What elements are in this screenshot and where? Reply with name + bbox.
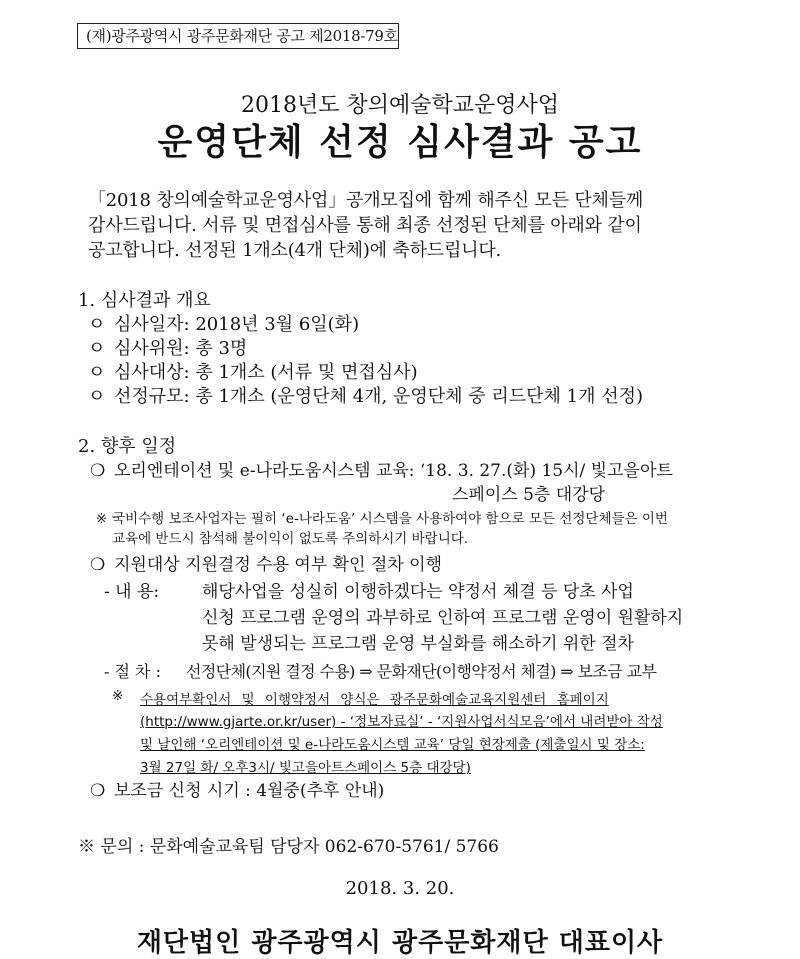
bullet-marker: ㅇ xyxy=(88,338,106,359)
intro-line-1: 「2018 창의예술학교운영사업」공개모집에 함께 해주신 모든 단체들께 xyxy=(88,190,644,211)
list-item xyxy=(88,310,359,336)
circle-marker: ❍ xyxy=(90,781,106,801)
circle-marker: ❍ xyxy=(90,461,106,481)
note-1-line-1: 국비수행 보조사업자는 필히 ‘e-나라도움’ 시스템을 사용하여야 함으로 모든 선정단체들은 이번 xyxy=(112,511,668,527)
list-item xyxy=(88,334,247,360)
bullet-marker: ㅇ xyxy=(88,386,106,407)
notice-number-box xyxy=(77,23,399,49)
intro-line-3: 공고합니다. 선정된 1개소(4개 단체)에 축하드립니다. xyxy=(88,240,502,261)
subsidy-item xyxy=(90,776,384,801)
content-label: - 내 용: xyxy=(104,582,160,602)
notice-number: (재)광주광역시 광주문화재단 공고 제2018-79호 xyxy=(86,27,398,45)
bullet-marker: ㅇ xyxy=(88,362,106,383)
note-1-line-2: 교육에 반드시 참석해 불이익이 없도록 주의하시기 바랍니다. xyxy=(112,531,469,547)
orientation-line-2: 스페이스 5층 대강당 xyxy=(452,485,605,505)
orientation-line-1: 오리엔테이션 및 e-나라도움시스템 교육: ‘18. 3. 27.(화) 15시/ 빛고을아트 xyxy=(114,461,673,481)
procedure-item xyxy=(90,550,442,575)
list-item-text: 심사대상: 총 1개소 (서류 및 면접심사) xyxy=(114,362,418,383)
note-2-line-2: (http://www.gjarte.or.kr/user) - ‘정보자료실’ - ‘지원사업서식모음’에서 내려받아 작성 xyxy=(140,714,663,730)
list-item xyxy=(88,358,418,384)
bullet-marker: ㅇ xyxy=(88,314,106,335)
intro-line-2: 감사드립니다. 서류 및 면접심사를 통해 최종 선정된 단체를 아래와 같이 xyxy=(88,215,642,236)
steps-text: 선정단체(지원 결정 수용) ⇒ 문화재단(이행약정서 체결) ⇒ 보조금 교부 xyxy=(186,662,657,681)
page-title: 운영단체 선정 심사결과 공고 xyxy=(157,121,643,163)
organization-name: 재단법인 광주광역시 광주문화재단 대표이사 xyxy=(136,928,664,958)
section1-heading: 1. 심사결과 개요 xyxy=(78,290,211,311)
orientation-item xyxy=(90,456,673,481)
list-item xyxy=(88,382,643,408)
list-item-text: 심사위원: 총 3명 xyxy=(114,338,248,359)
list-item-text: 심사일자: 2018년 3월 6일(화) xyxy=(114,314,360,335)
page-subtitle: 2018년도 창의예술학교운영사업 xyxy=(240,93,559,118)
note-2-marker: ※ xyxy=(112,688,124,704)
list-item-text: 선정규모: 총 1개소 (운영단체 4개, 운영단체 중 리드단체 1개 선정) xyxy=(114,386,643,407)
content-line-1: 해당사업을 성실히 이행하겠다는 약정서 체결 등 당초 사업 xyxy=(202,582,634,602)
note-marker: ※ xyxy=(96,512,107,527)
subsidy-text: 보조금 신청 시기 : 4월중(추후 안내) xyxy=(114,781,385,801)
contact-info: ※ 문의 : 문화예술교육팀 담당자 062-670-5761/ 5766 xyxy=(78,837,499,857)
circle-marker: ❍ xyxy=(90,555,106,575)
procedure-text: 지원대상 지원결정 수용 여부 확인 절차 이행 xyxy=(114,555,443,575)
content-line-3: 못해 발생되는 프로그램 운영 부실화를 해소하기 위한 절차 xyxy=(202,634,634,654)
note-2-line-4: 3월 27일 화/ 오후3시/ 빛고을아트스페이스 5층 대강당) xyxy=(140,760,471,776)
section2-heading: 2. 향후 일정 xyxy=(78,436,177,457)
note-1 xyxy=(96,507,668,527)
steps-label: - 절 차 : xyxy=(104,662,161,681)
note-2-line-3: 및 날인해 ‘오리엔테이션 및 e-나라도움시스템 교육’ 당일 현장제출 (제출일시 및 장소: xyxy=(140,737,645,753)
announcement-date: 2018. 3. 20. xyxy=(345,878,455,899)
content-line-2: 신청 프로그램 운영의 과부하로 인하여 프로그램 운영이 원활하지 xyxy=(202,608,684,628)
note-2-line-1: 수용여부확인서 및 이행약정서 양식은 광주문화예술교육지원센터 홈페이지 xyxy=(140,692,609,708)
